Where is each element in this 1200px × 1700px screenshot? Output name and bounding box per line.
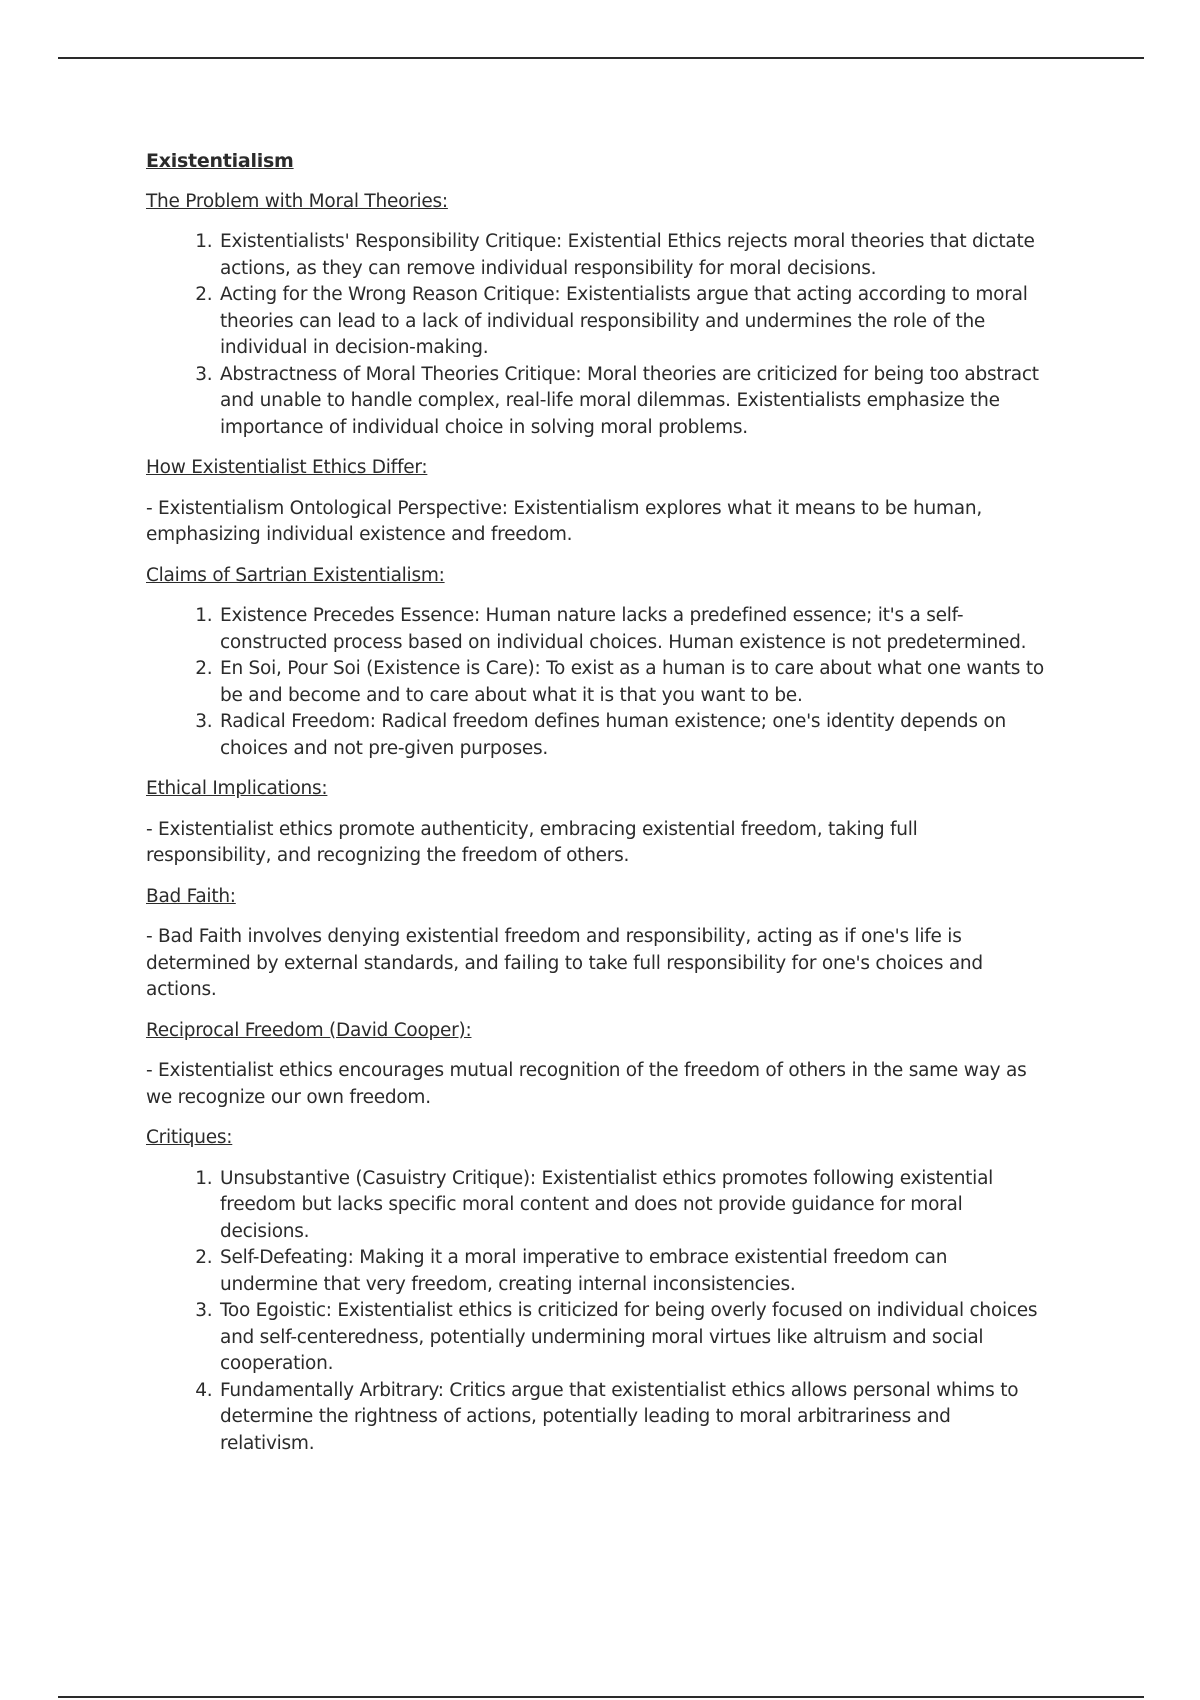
section-heading-implications: Ethical Implications:: [146, 778, 328, 799]
paragraph-implications: - Existentialist ethics promote authenticity, embracing existential freedom, taking full responsibility, and recognizing the freedom of others.: [146, 818, 918, 866]
section-heading-differ: How Existentialist Ethics Differ:: [146, 457, 428, 478]
list-item: 2. Acting for the Wrong Reason Critique: Existentialists argue that acting according to moral theories can lead to a lack of individual responsibility and undermines the role of the individual in decision-making.: [218, 282, 1046, 362]
claims-list: [146, 603, 1046, 762]
list-item: 3. Abstractness of Moral Theories Critique: Moral theories are criticized for being too abstract and unable to handle complex, real-life moral dilemmas. Existentialists emphasize the importance of individual choice in solving moral problems.: [218, 362, 1046, 442]
document-body: [146, 148, 1046, 1471]
paragraph-differ: - Existentialism Ontological Perspective: Existentialism explores what it means to be human, emphasizing individual existence and freedom.: [146, 497, 982, 545]
section-heading-bad-faith: Bad Faith:: [146, 885, 236, 907]
list-item: 3. Radical Freedom: Radical freedom defines human existence; one's identity depends on choices and not pre-given purposes.: [218, 709, 1046, 762]
critiques-list: [146, 1166, 1046, 1458]
list-item: 1. Existentialists' Responsibility Critique: Existential Ethics rejects moral theories that dictate actions, as they can remove individual responsibility for moral decisions.: [218, 229, 1046, 282]
paragraph-bad-faith: - Bad Faith involves denying existential freedom and responsibility, acting as if one's life is determined by external standards, and failing to take full responsibility for one's choices and actions.: [146, 926, 983, 1000]
problem-list: [146, 229, 1046, 441]
section-heading-reciprocal: Reciprocal Freedom (David Cooper):: [146, 1019, 472, 1041]
list-item: 4. Fundamentally Arbitrary: Critics argue that existentialist ethics allows personal whims to determine the rightness of actions, potentially leading to moral arbitrariness and relativism.: [218, 1378, 1046, 1458]
list-item: 2. Self-Defeating: Making it a moral imperative to embrace existential freedom can undermine that very freedom, creating internal inconsistencies.: [218, 1245, 1046, 1298]
section-heading-problem: The Problem with Moral Theories:: [146, 190, 448, 212]
section-heading-critiques: Critiques:: [146, 1127, 233, 1148]
list-item: 3. Too Egoistic: Existentialist ethics is criticized for being overly focused on individual choices and self-centeredness, potentially undermining moral virtues like altruism and social cooperation.: [218, 1298, 1046, 1378]
paragraph-reciprocal: - Existentialist ethics encourages mutual recognition of the freedom of others in the same way as we recognize our own freedom.: [146, 1060, 1027, 1108]
page-bottom-rule: [58, 1696, 1144, 1698]
list-item: 1. Existence Precedes Essence: Human nature lacks a predefined essence; it's a self-constructed process based on individual choices. Human existence is not predetermined.: [218, 603, 1046, 656]
section-heading-claims: Claims of Sartrian Existentialism:: [146, 564, 445, 586]
list-item: 2. En Soi, Pour Soi (Existence is Care): To exist as a human is to care about what one wants to be and become and to care about what it is that you want to be.: [218, 656, 1046, 709]
page-top-rule: [58, 57, 1144, 59]
list-item: 1. Unsubstantive (Casuistry Critique): Existentialist ethics promotes following existential freedom but lacks specific moral content and does not provide guidance for moral decisions.: [218, 1166, 1046, 1246]
document-title: Existentialism: [146, 150, 294, 172]
